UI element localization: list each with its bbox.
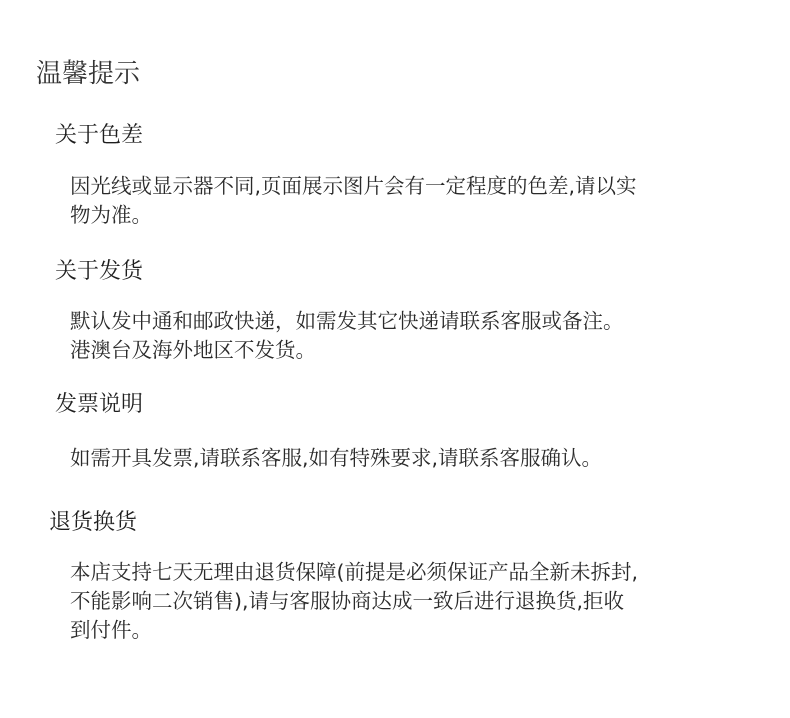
section-body-returns — [70, 558, 760, 645]
text-line: 港澳台及海外地区不发货。 — [70, 338, 316, 362]
text-line: 到付件。 — [70, 618, 152, 642]
page-title: 温馨提示 — [36, 59, 141, 89]
section-title-returns: 退货换货 — [49, 510, 138, 535]
section-body-color-difference — [70, 172, 760, 230]
text-line: 不能影响二次销售),请与客服协商达成一致后进行退换货,拒收 — [70, 589, 625, 613]
text-line: 默认发中通和邮政快递，如需发其它快递请联系客服或备注。 — [70, 309, 624, 333]
text-line: 因光线或显示器不同,页面展示图片会有一定程度的色差,请以实 — [70, 174, 637, 198]
section-title-color-difference: 关于色差 — [55, 123, 144, 148]
section-title-shipping: 关于发货 — [55, 259, 144, 284]
text-line: 物为准。 — [70, 203, 152, 227]
text-line: 本店支持七天无理由退货保障(前提是必须保证产品全新未拆封, — [70, 560, 639, 584]
text-line: 如需开具发票,请联系客服,如有特殊要求,请联系客服确认。 — [70, 446, 603, 470]
section-body-invoice — [70, 444, 760, 473]
section-body-shipping — [70, 307, 760, 365]
section-title-invoice: 发票说明 — [55, 392, 144, 417]
